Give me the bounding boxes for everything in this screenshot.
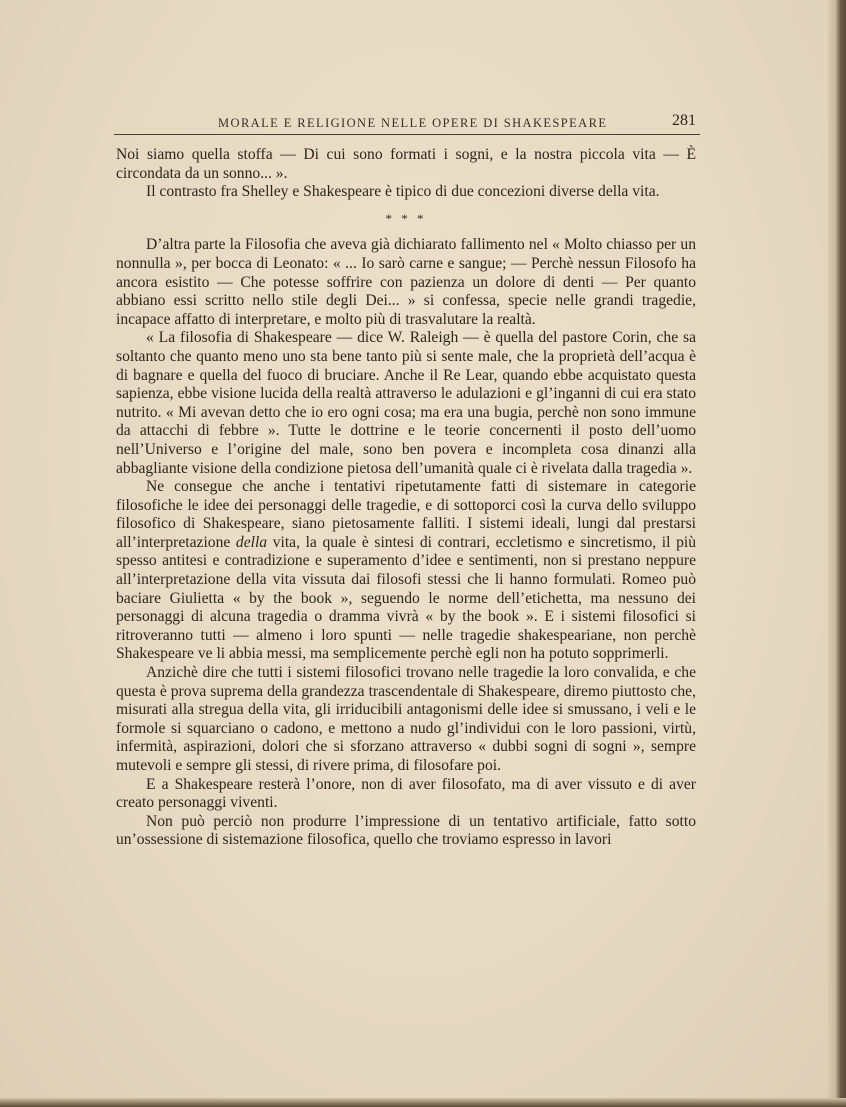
page-header [114, 112, 700, 134]
paragraph: « La filosofia di Shakespeare — dice W. Raleigh — è quella del pastore Corin, che sa soltanto che quanto meno uno sta bene tanto più si sente male, che la proprietà dell’acqua è di bagnare e quella del fuoco di bruciare. Anche il Re Lear, quando ebbe acquistato questa sapienza, ebbe visione lucida della realtà attraverso le adulazioni e gl’inganni di cui era stato nutrito. « Mi avevan detto che io ero ogni cosa; ma era una bugia, perchè non sono immune da attacchi di febbre ». Tutte le dottrine e le teorie concernenti il posto dell’uomo nell’Universo e l’origine del male, sono ben povera e incompleta cosa dinanzi alla abbagliante visione della condizione pietosa dell’umanità quale ci è rivelata dalla tragedia ». [116, 329, 696, 477]
header-rule [114, 134, 700, 135]
page-number: 281 [672, 112, 696, 129]
paragraph [116, 478, 696, 664]
paragraph-text: vita, la quale è sintesi di contrari, eccletismo e sincretismo, il più spesso antitesi e contradizione e superamento d’idee e sentimenti, non si prestano neppure all’interpretazione della vita vissuta dai filosofi stessi che li hanno formulati. Romeo può baciare Giulietta « by the book », seguendo le norme dell’etichetta, ma nessuno dei personaggi di alcuna tragedia o dramma vivrà « by the book ». E i sistemi filosofici si ritroveranno tutti — almeno i loro spunti — nelle tragedie shakespeariane, non perchè Shakespeare ve li abbia messi, ma semplicemente perchè egli non ha potuto sopprimerli. [116, 533, 697, 663]
page-edge-bottom [0, 1098, 846, 1107]
italic-word: della [235, 533, 268, 551]
paragraph: Non può perciò non produrre l’impressione di un tentativo artificiale, fatto sotto un’ossessione di sistemazione filosofica, quello che troviamo espresso in lavori [116, 812, 696, 849]
page-edge-right [828, 0, 846, 1107]
paragraph: Noi siamo quella stoffa — Di cui sono formati i sogni, e la nostra piccola vita — È circondata da un sonno... ». [116, 146, 696, 182]
paragraph-text: Ne consegue che anche i tentativi ripetutamente fatti di sistemare in categorie filosofiche le idee dei personaggi delle tragedie, e di sottoporci così la curva dello sviluppo filosofico di Shakespeare, siano pietosamente falliti. I sistemi ideali, lungi dal prestarsi all’interpretazione [116, 478, 696, 551]
running-title: MORALE E RELIGIONE NELLE OPERE DI SHAKESPEARE [218, 116, 608, 130]
paragraph: Anzichè dire che tutti i sistemi filosofici trovano nelle tragedie la loro convalida, e che questa è prova suprema della grandezza trascendentale di Shakespeare, diremo piuttosto che, misurati alla stregua della vita, gli irriducibili antagonismi delle idee si smussano, i veli e le formole si squarciano o cadono, e mettono a nudo gl’individui con le loro passioni, virtù, infermità, aspirazioni, dolori che si sforzano attraverso « dubbi sogni di sogni », sempre mutevoli e sempre gli stessi, di rivere prima, di filosofare poi. [116, 664, 696, 774]
paragraph: E a Shakespeare resterà l’onore, non di aver filosofato, ma di aver vissuto e di aver creato personaggi viventi. [116, 775, 696, 812]
paragraph: Il contrasto fra Shelley e Shakespeare è tipico di due concezioni diverse della vita. [146, 183, 660, 201]
section-separator: * * * [385, 210, 427, 226]
body-text [116, 146, 696, 850]
paragraph: D’altra parte la Filosofia che aveva già dichiarato fallimento nel « Molto chiasso per un nonnulla », per bocca di Leonato: « ... Io sarò carne e sangue; — Perchè nessun Filosofo ha ancora esistito — Che potesse soffrire con pazienza un dolore di denti — Per quanto abbiano essi scritto nello stile degli Dei... » si confessa, specie nelle grandi tragedie, incapace affatto di interpretare, e molto più di trasvalutare la realtà. [116, 236, 696, 328]
